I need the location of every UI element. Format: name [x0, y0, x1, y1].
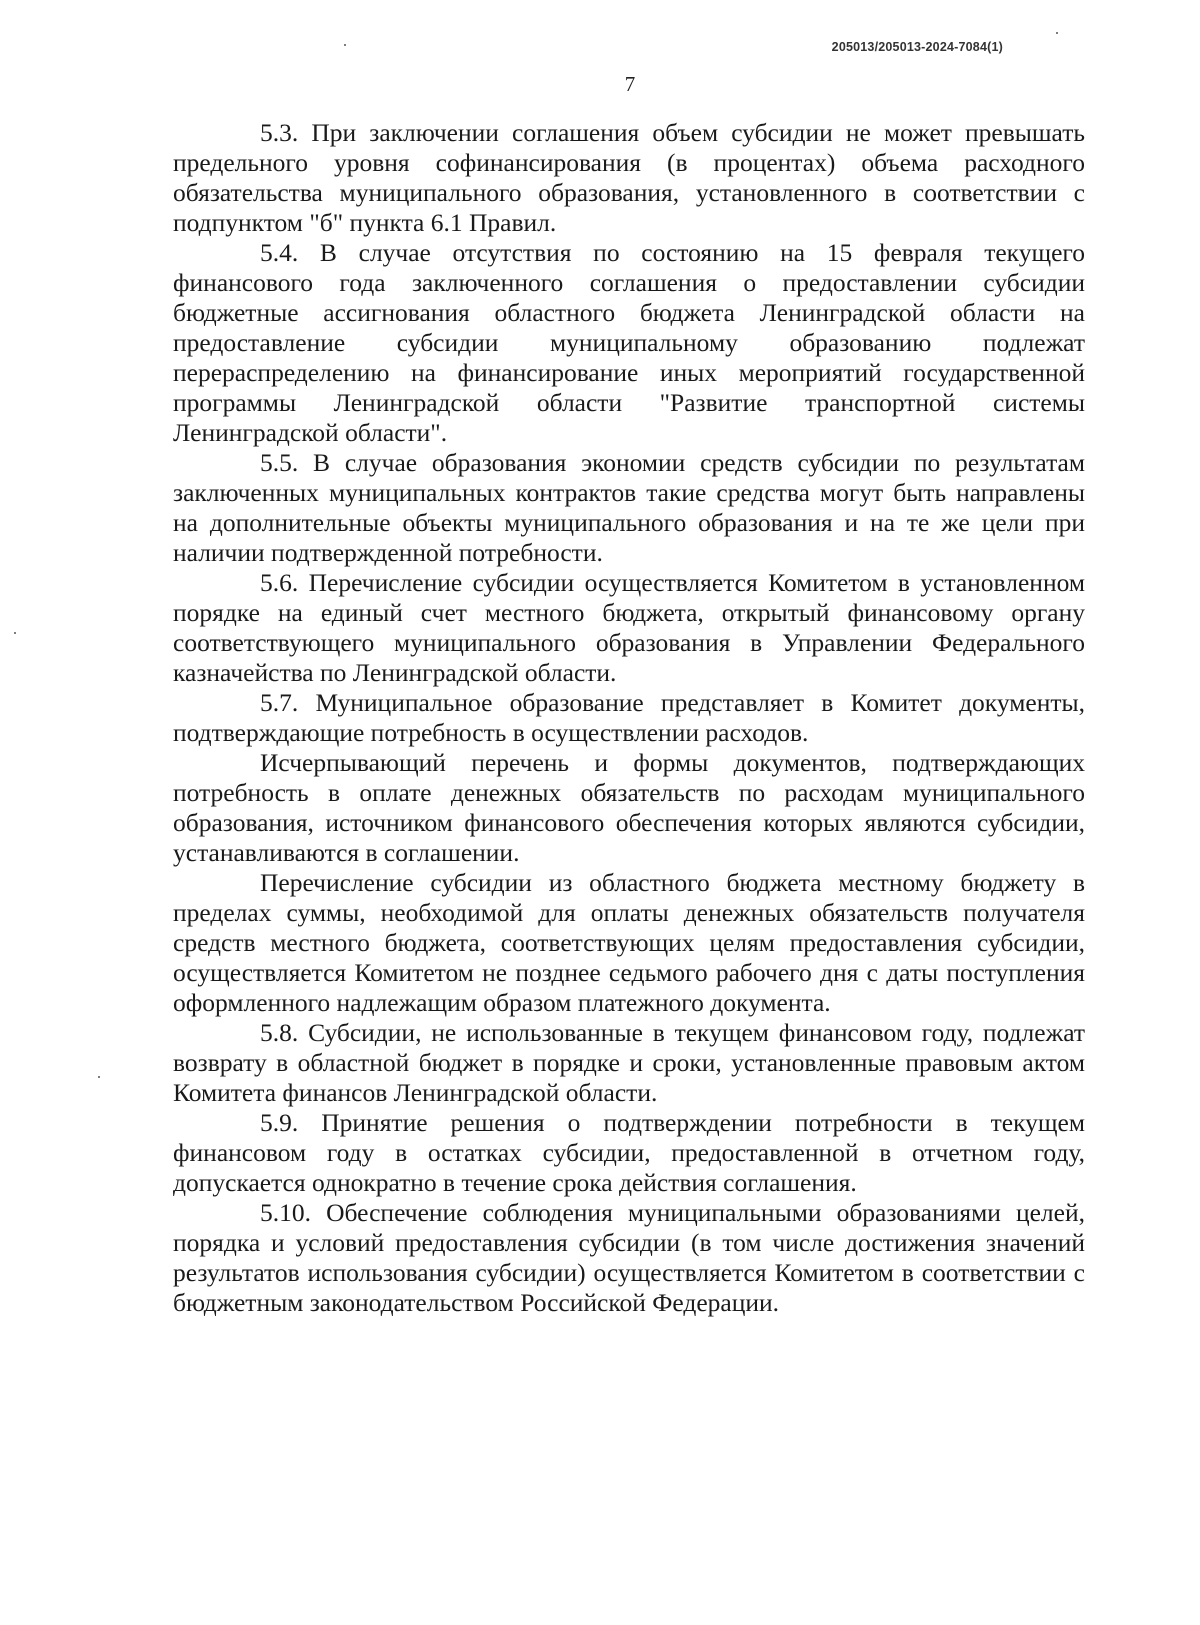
scan-speck: [98, 1076, 100, 1078]
paragraph-5-4: 5.4. В случае отсутствия по состоянию на 15 февраля текущего финансового года заключенного соглашения о предоставлении субсидии бюджетные ассигнования областного бюджета Ленинградской области на предоставление субсидии муниципальному образованию подлежат перераспределению на финансирование иных мероприятий государственной программы Ленинградской области "Развитие транспортной системы Ленинградской области".: [173, 238, 1085, 447]
paragraph-transfer-terms: Перечисление субсидии из областного бюджета местному бюджету в пределах суммы, необходимой для оплаты денежных обязательств получателя средств местного бюджета, соответствующих целям предоставления субсидии, осуществляется Комитетом не позднее седьмого рабочего дня с даты поступления оформленного надлежащим образом платежного документа.: [173, 868, 1085, 1017]
scan-speck: [14, 632, 16, 634]
registration-number: 205013/205013-2024-7084(1): [831, 40, 1003, 54]
paragraph-5-6: 5.6. Перечисление субсидии осуществляется Комитетом в установленном порядке на единый счет местного бюджета, открытый финансовому органу соответствующего муниципального образования в Управлении Федерального казначейства по Ленинградской области.: [173, 568, 1085, 687]
document-body: [173, 118, 1085, 1318]
scan-speck: [344, 44, 346, 46]
paragraph-5-7: 5.7. Муниципальное образование представляет в Комитет документы, подтверждающие потребность в осуществлении расходов.: [173, 688, 1085, 747]
paragraph-5-3: 5.3. При заключении соглашения объем субсидии не может превышать предельного уровня софинансирования (в процентах) объема расходного обязательства муниципального образования, установленного в соответствии с подпунктом "б" пункта 6.1 Правил.: [173, 118, 1085, 237]
paragraph-documents-list: Исчерпывающий перечень и формы документов, подтверждающих потребность в оплате денежных обязательств по расходам муниципального образования, источником финансового обеспечения которых являются субсидии, устанавливаются в соглашении.: [173, 748, 1085, 867]
paragraph-5-9: 5.9. Принятие решения о подтверждении потребности в текущем финансовом году в остатках субсидии, предоставленной в отчетном году, допускается однократно в течение срока действия соглашения.: [173, 1108, 1085, 1197]
paragraph-5-5: 5.5. В случае образования экономии средств субсидии по результатам заключенных муниципальных контрактов такие средства могут быть направлены на дополнительные объекты муниципального образования и на те же цели при наличии подтвержденной потребности.: [173, 448, 1085, 567]
paragraph-5-10: 5.10. Обеспечение соблюдения муниципальными образованиями целей, порядка и условий предоставления субсидии (в том числе достижения значений результатов использования субсидии) осуществляется Комитетом в соответствии с бюджетным законодательством Российской Федерации.: [173, 1198, 1085, 1317]
scan-speck: [1056, 32, 1058, 34]
paragraph-5-8: 5.8. Субсидии, не использованные в текущем финансовом году, подлежат возврату в областной бюджет в порядке и сроки, установленные правовым актом Комитета финансов Ленинградской области.: [173, 1018, 1085, 1107]
page-number: 7: [624, 72, 636, 96]
